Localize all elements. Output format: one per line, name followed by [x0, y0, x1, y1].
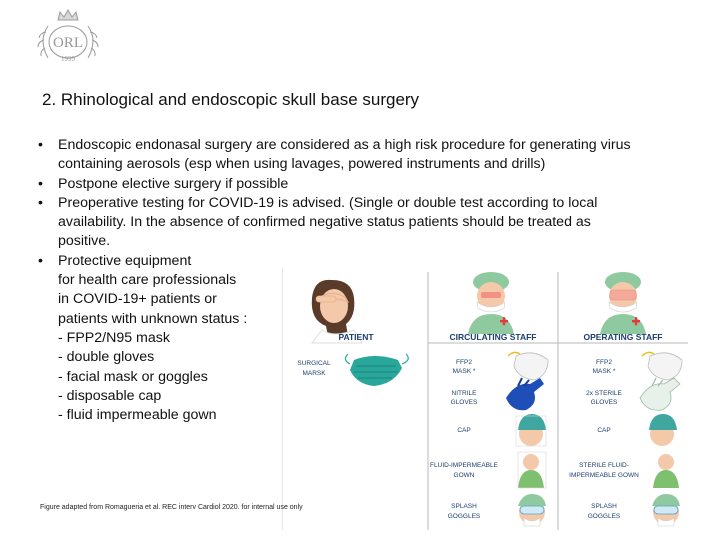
- equipment-item: - disposable cap: [58, 387, 162, 404]
- equipment-item: - facial mask or goggles: [58, 368, 208, 385]
- item-label: CAP: [457, 427, 471, 434]
- item-label: MASK *: [452, 368, 476, 375]
- item-label: MASK *: [592, 368, 616, 375]
- bullet-text: for health care professionals: [58, 272, 237, 289]
- surgical-mask-icon: [345, 354, 408, 386]
- bullet-text: Protective equipment: [58, 252, 192, 269]
- item-label: IMPERMEABLE GOWN: [569, 472, 639, 479]
- circulating-staff-icon: [468, 272, 514, 334]
- bullet-text: Endoscopic endonasal surgery are considered as a high risk procedure for generating virus containing aerosols (esp when using lavages, powered instruments and drills): [58, 137, 631, 173]
- item-label: 2x STERILE: [586, 390, 622, 397]
- orl-logo: [30, 6, 106, 68]
- item-label: GOWN: [453, 472, 475, 479]
- item-label: NITRILE: [451, 390, 477, 397]
- item-label: GLOVES: [450, 399, 478, 406]
- item-label: GLOVES: [590, 399, 618, 406]
- item-label: GOGGLES: [587, 513, 621, 520]
- item-label: GOGGLES: [447, 513, 481, 520]
- bullet-item: • Protective equipment for health care professionals in COVID-19+ patients or patients with unknown status : - FPP2/N95 mask - double gloves - facial mask or goggles - disposable cap - fluid impermeable gown: [38, 252, 638, 426]
- patient-mask-label: SURGICAL: [297, 360, 331, 367]
- goggles-icon: [518, 494, 546, 526]
- cap-icon: [649, 414, 677, 446]
- equipment-item: - FPP2/N95 mask: [58, 329, 170, 346]
- figure-caption: Figure adapted from Romagueria et al. REC interv Cardiol 2020. for internal use only: [40, 504, 303, 511]
- logo-year: 1999: [61, 55, 75, 63]
- bullet-text: in COVID-19+ patients or: [58, 291, 217, 308]
- column-header-circulating: CIRCULATING STAFF: [449, 332, 537, 342]
- operating-items: [569, 352, 682, 526]
- equipment-item: - double gloves: [58, 349, 155, 366]
- ppe-figure: [282, 268, 688, 530]
- item-label: FFP2: [596, 359, 612, 366]
- slide-title: 2. Rhinological and endoscopic skull base surgery: [42, 90, 420, 109]
- ffp2-mask-icon: [508, 352, 548, 380]
- ffp2-mask-icon: [642, 352, 682, 380]
- patient-mask-label: MARSK: [302, 370, 326, 377]
- sterile-gloves-icon: [640, 378, 680, 410]
- item-label: FFP2: [456, 359, 472, 366]
- item-label: CAP: [597, 427, 611, 434]
- bullet-text: patients with unknown status :: [58, 310, 248, 327]
- bullet-item: • Endoscopic endonasal surgery are considered as a high risk procedure for generating virus containing aerosols (esp when using lavages, powered instruments and drills): [38, 137, 631, 173]
- item-label: SPLASH: [451, 503, 477, 510]
- bullet-item: • Postpone elective surgery if possible: [38, 175, 289, 192]
- cap-icon: [516, 414, 546, 446]
- sterile-gown-icon: [653, 454, 679, 488]
- circulating-items: [430, 352, 548, 526]
- column-header-patient: PATIENT: [338, 332, 374, 342]
- logo-text: ORL: [53, 35, 83, 51]
- item-label: STERILE FLUID-: [579, 462, 629, 469]
- operating-staff-icon: [600, 272, 646, 334]
- bullet-text: Preoperative testing for COVID-19 is advised. (Single or double test according to local availability. In the absence of confirmed negative status patients should be treated as positive.: [58, 194, 598, 250]
- bullet-text: Postpone elective surgery if possible: [58, 175, 289, 192]
- column-header-operating: OPERATING STAFF: [583, 332, 663, 342]
- item-label: SPLASH: [591, 503, 617, 510]
- item-label: FLUID-IMPERMEABLE: [430, 462, 498, 469]
- gown-icon: [518, 452, 546, 488]
- goggles-icon: [652, 494, 680, 526]
- bullet-item: • Preoperative testing for COVID-19 is advised. (Single or double test according to local availability. In the absence of confirmed negative status patients should be treated as positive.: [38, 194, 598, 250]
- nitrile-gloves-icon: [506, 378, 544, 410]
- equipment-item: - fluid impermeable gown: [58, 407, 217, 424]
